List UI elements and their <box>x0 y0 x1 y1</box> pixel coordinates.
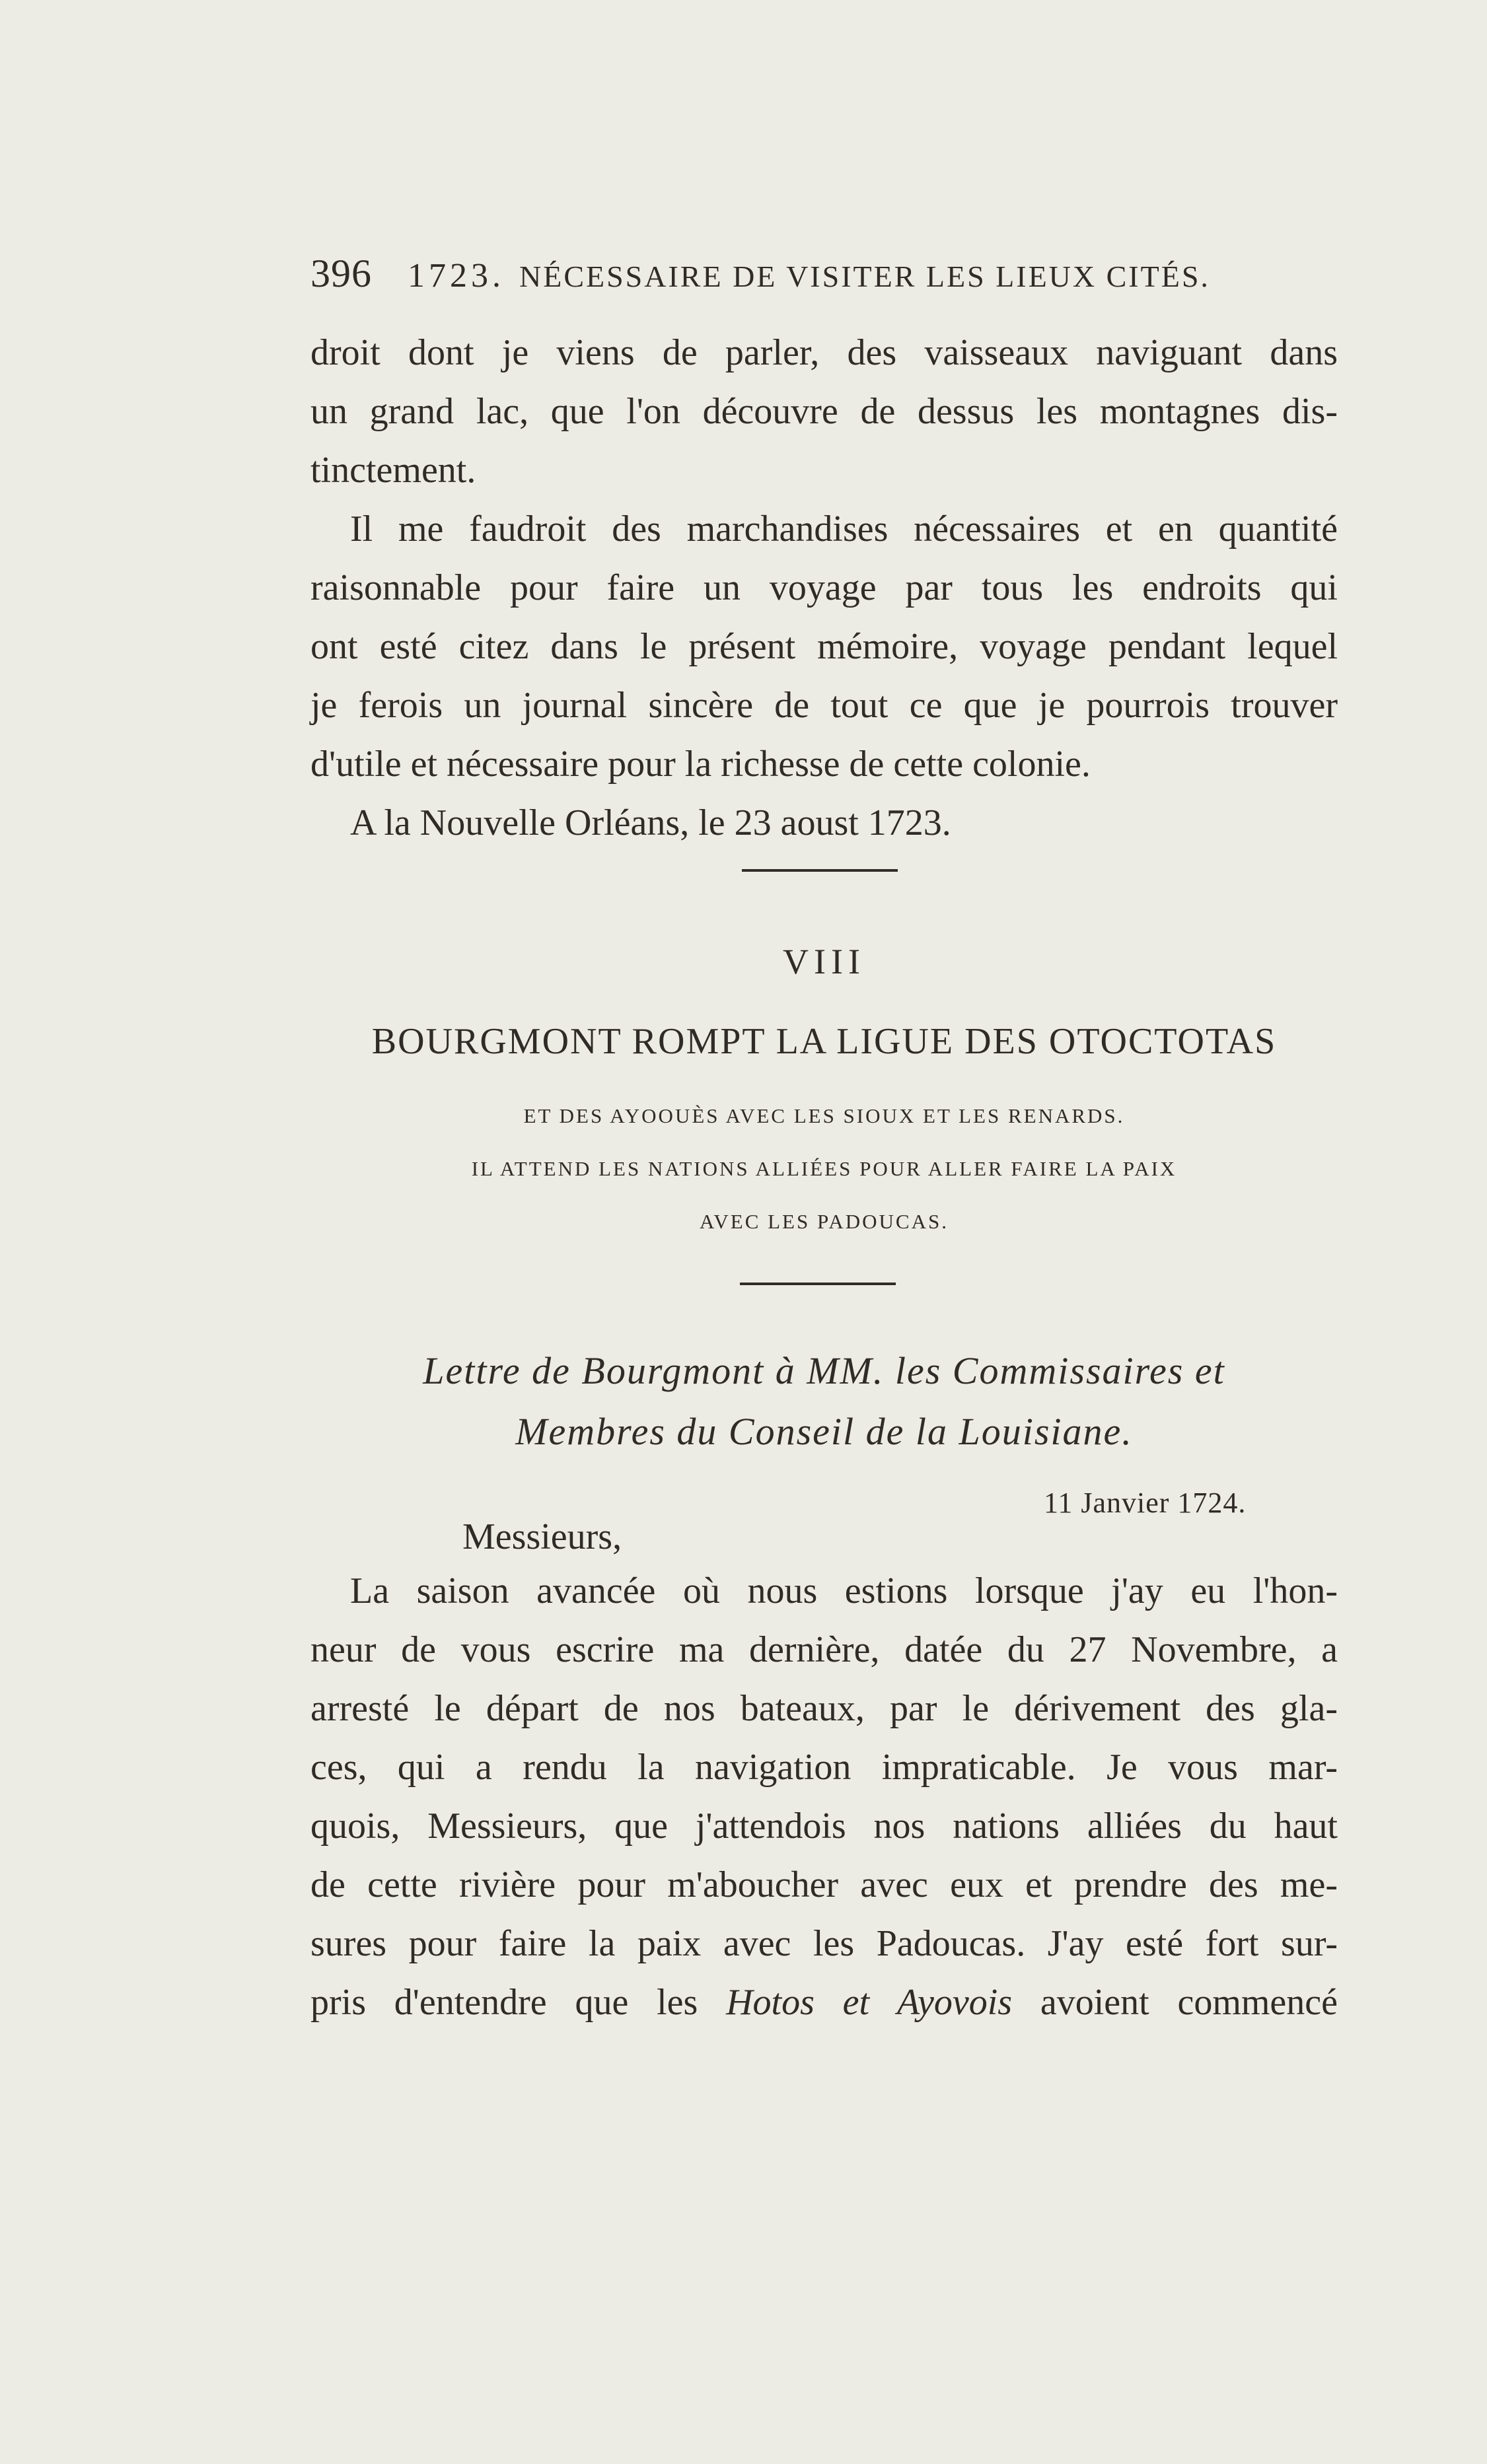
text-line: quois, Messieurs, que j'attendois nos nations alliées du haut <box>310 1806 1338 1847</box>
section-number: VIII <box>783 942 865 981</box>
text-line: ont esté citez dans le présent mémoire, voyage pendant lequel <box>310 626 1338 667</box>
section-subtitle: ET DES AYOOUÈS AVEC LES SIOUX ET LES RENARDS. <box>523 1104 1125 1127</box>
section-title: BOURGMONT ROMPT LA LIGUE DES OTOCTOTAS <box>371 1021 1277 1062</box>
text-line: La saison avancée où nous estions lorsque j'ay eu l'hon- <box>350 1570 1338 1611</box>
page-number: 396 <box>310 252 372 295</box>
text-fragment: avoient commencé <box>1040 1982 1338 2023</box>
text-line: droit dont je viens de parler, des vaisseaux naviguant dans <box>310 332 1338 373</box>
section-subtitle: AVEC LES PADOUCAS. <box>699 1210 949 1233</box>
letter-body <box>310 1562 1338 2032</box>
letter-title-line: Membres du Conseil de la Louisiane. <box>515 1410 1133 1453</box>
text-fragment: pris d'entendre que les <box>310 1982 698 2023</box>
salutation: Messieurs, <box>462 1516 622 1557</box>
divider-rule <box>742 869 898 872</box>
running-head <box>310 251 1235 297</box>
header-title: NÉCESSAIRE DE VISITER LES LIEUX CITÉS. <box>519 260 1210 293</box>
text-line: tinctement. <box>310 450 476 491</box>
text-line: de cette rivière pour m'aboucher avec eux et prendre des me- <box>310 1864 1338 1905</box>
text-line: je ferois un journal sincère de tout ce que je pourrois trouver <box>310 685 1338 726</box>
text-line: d'utile et nécessaire pour la richesse de cette colonie. <box>310 744 1091 785</box>
divider-rule <box>740 1283 896 1285</box>
letter-date: 11 Janvier 1724. <box>1044 1487 1247 1519</box>
text-line: ces, qui a rendu la navigation impraticable. Je vous mar- <box>310 1747 1338 1788</box>
text-line <box>310 1973 1338 2032</box>
closing-line: A la Nouvelle Orléans, le 23 aoust 1723. <box>350 802 951 843</box>
letter-title <box>310 1341 1338 1462</box>
text-line: un grand lac, que l'on découvre de dessus les montagnes dis- <box>310 391 1338 432</box>
text-line: neur de vous escrire ma dernière, datée du 27 Novembre, a <box>310 1629 1338 1670</box>
text-block-top <box>310 324 1338 853</box>
letter-title-line: Lettre de Bourgmont à MM. les Commissaires et <box>423 1349 1225 1392</box>
italic-names: Hotos et Ayovois <box>726 1982 1013 2023</box>
text-line: Il me faudroit des marchandises nécessaires et en quantité <box>350 509 1338 549</box>
section-subtitle: IL ATTEND LES NATIONS ALLIÉES POUR ALLER FAIRE LA PAIX <box>471 1157 1177 1180</box>
text-line: arresté le départ de nos bateaux, par le dérivement des gla- <box>310 1688 1338 1729</box>
text-line: raisonnable pour faire un voyage par tous les endroits qui <box>310 567 1338 608</box>
header-year: 1723. <box>408 257 505 295</box>
text-line: sures pour faire la paix avec les Padoucas. J'ay esté fort sur- <box>310 1923 1338 1964</box>
